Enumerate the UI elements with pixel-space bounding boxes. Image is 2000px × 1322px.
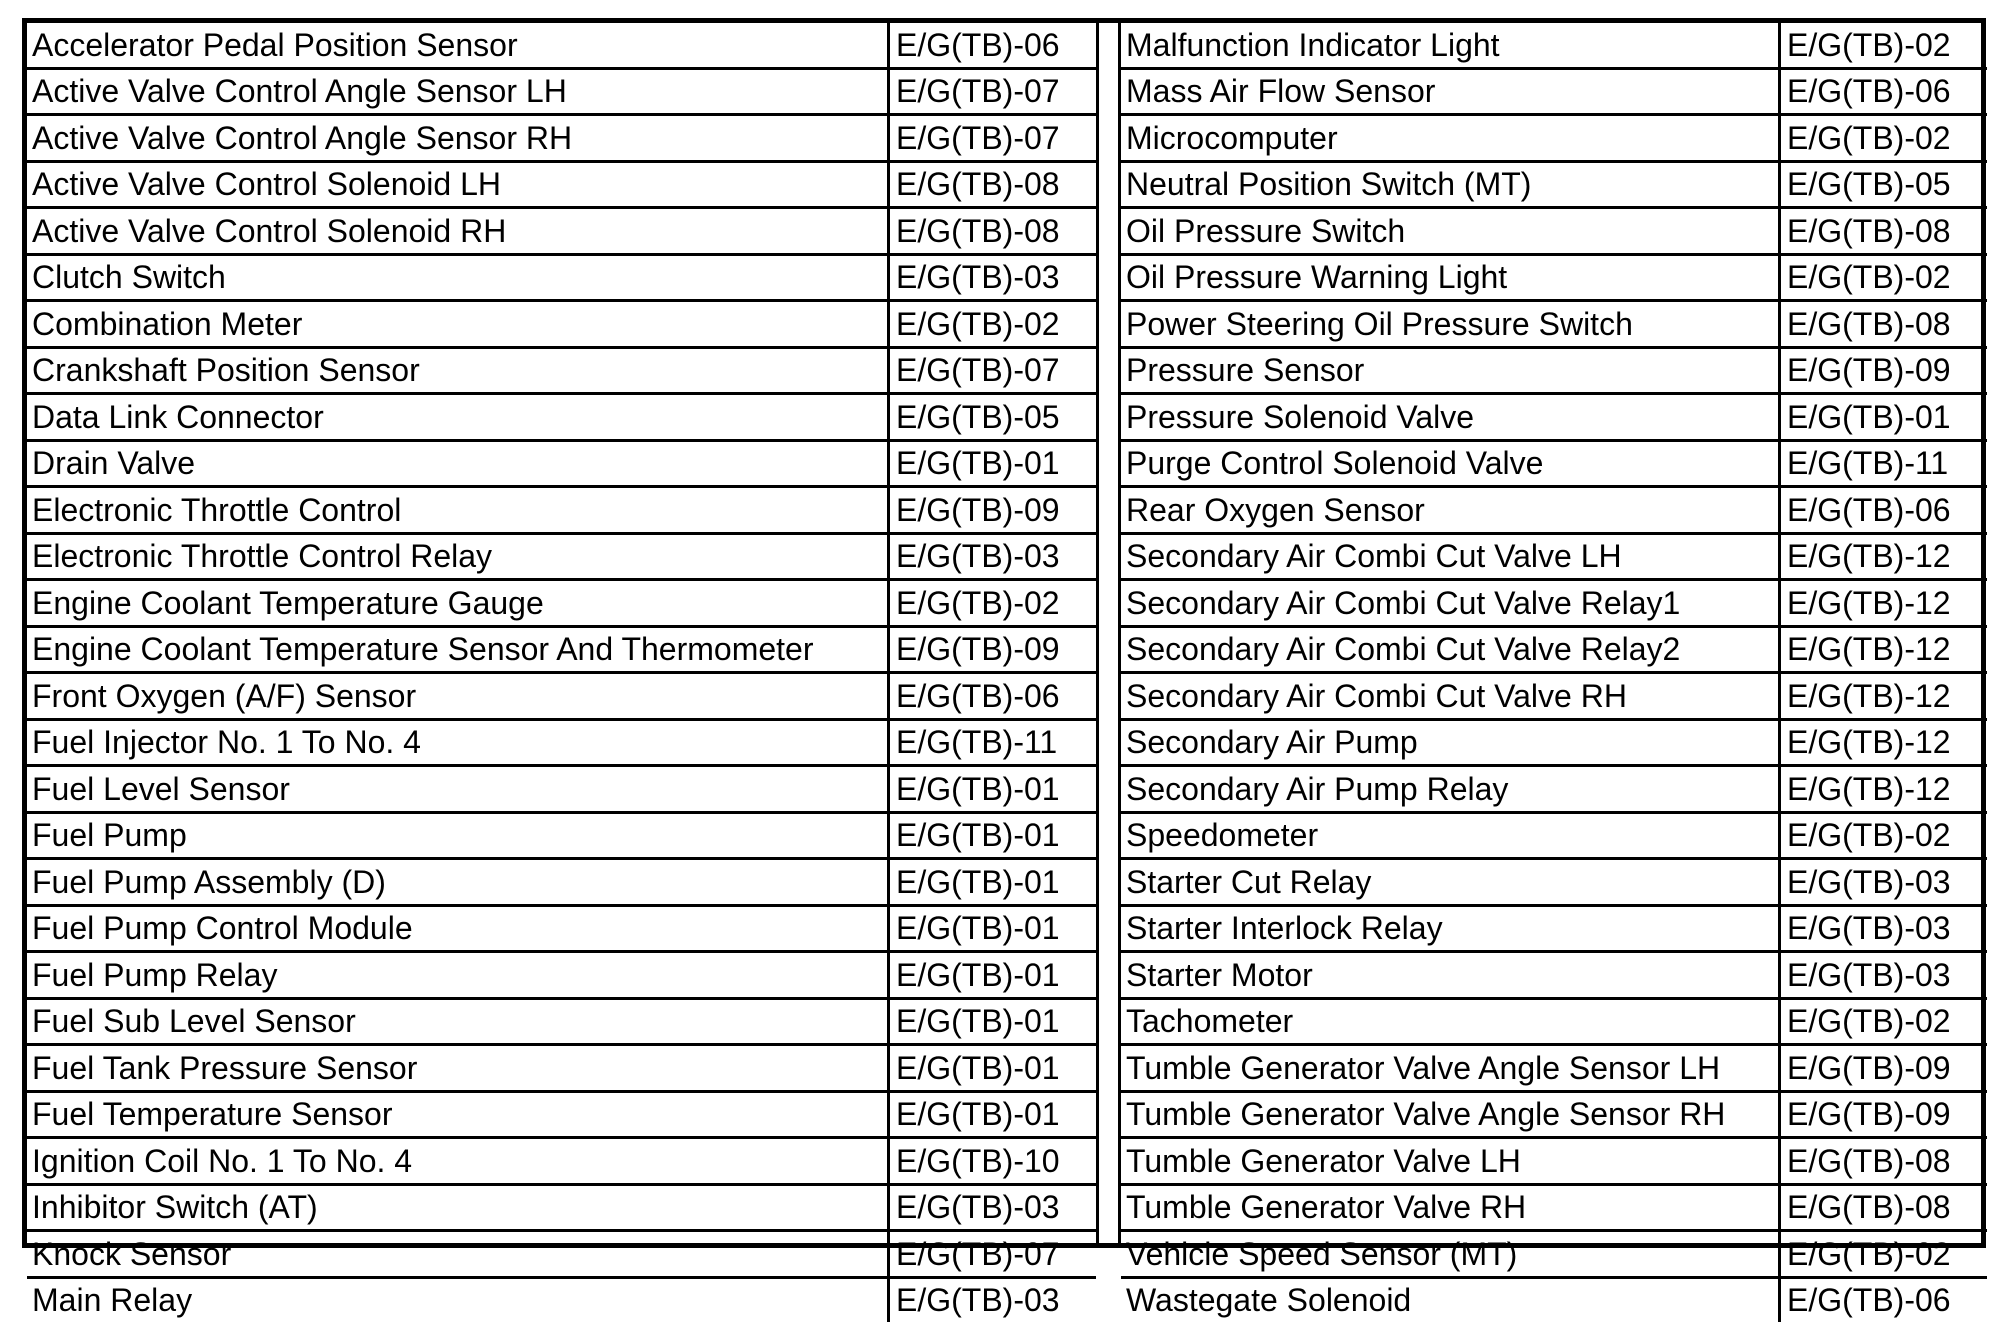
- component-name: Fuel Pump Control Module: [27, 905, 889, 952]
- table-row: [27, 254, 1096, 301]
- diagram-code: E/G(TB)-03: [1780, 859, 1988, 906]
- table-row: [27, 533, 1096, 580]
- diagram-code: E/G(TB)-06: [1780, 487, 1988, 534]
- component-name: Tumble Generator Valve RH: [1121, 1184, 1780, 1231]
- table-row: [27, 905, 1096, 952]
- component-name: Rear Oxygen Sensor: [1121, 487, 1780, 534]
- diagram-code: E/G(TB)-02: [889, 301, 1097, 348]
- diagram-code: E/G(TB)-07: [889, 347, 1097, 394]
- diagram-code: E/G(TB)-01: [889, 1091, 1097, 1138]
- component-name: Vehicle Speed Sensor (MT): [1121, 1231, 1780, 1278]
- table-row: [1121, 254, 1987, 301]
- table-row: [27, 1045, 1096, 1092]
- component-name: Fuel Level Sensor: [27, 766, 889, 813]
- table-row: [1121, 394, 1987, 441]
- diagram-code: E/G(TB)-03: [889, 254, 1097, 301]
- diagram-code: E/G(TB)-06: [1780, 68, 1988, 115]
- diagram-code: E/G(TB)-01: [889, 1045, 1097, 1092]
- diagram-code: E/G(TB)-09: [1780, 1091, 1988, 1138]
- table-row: [27, 1231, 1096, 1278]
- component-name: Malfunction Indicator Light: [1126, 26, 1500, 63]
- diagram-code: E/G(TB)-12: [1780, 766, 1988, 813]
- table-row: [1121, 952, 1987, 999]
- table-row: [27, 440, 1096, 487]
- table-row: [1121, 23, 1987, 68]
- table-row: [1121, 533, 1987, 580]
- diagram-code: E/G(TB)-03: [889, 533, 1097, 580]
- component-name: Ignition Coil No. 1 To No. 4: [27, 1138, 889, 1185]
- diagram-code: E/G(TB)-08: [1780, 301, 1988, 348]
- diagram-code: E/G(TB)-08: [1780, 208, 1988, 255]
- table-row: [27, 115, 1096, 162]
- table-row: [1121, 208, 1987, 255]
- diagram-code: E/G(TB)-01: [889, 440, 1097, 487]
- diagram-code: E/G(TB)-09: [1780, 1045, 1988, 1092]
- component-name: Tumble Generator Valve LH: [1121, 1138, 1780, 1185]
- component-name: Fuel Sub Level Sensor: [27, 998, 889, 1045]
- diagram-code: E/G(TB)-12: [1780, 673, 1988, 720]
- table-row: [1121, 487, 1987, 534]
- component-name: Speedometer: [1121, 812, 1780, 859]
- table-row: [27, 161, 1096, 208]
- component-name: Oil Pressure Switch: [1121, 208, 1780, 255]
- diagram-code: E/G(TB)-03: [1780, 905, 1988, 952]
- component-name: Tachometer: [1121, 998, 1780, 1045]
- component-name: Purge Control Solenoid Valve: [1121, 440, 1780, 487]
- component-name: Clutch Switch: [27, 254, 889, 301]
- diagram-code: E/G(TB)-12: [1780, 533, 1988, 580]
- component-name: Electronic Throttle Control Relay: [27, 533, 889, 580]
- diagram-code: E/G(TB)-01: [1780, 394, 1988, 441]
- table-row: [27, 487, 1096, 534]
- right-column-table: [1121, 23, 1987, 1322]
- component-name: Pressure Solenoid Valve: [1121, 394, 1780, 441]
- table-row: [27, 719, 1096, 766]
- table-row: [27, 1138, 1096, 1185]
- table-row: [1121, 440, 1987, 487]
- table-row: [27, 1277, 1096, 1322]
- table-row: [27, 626, 1096, 673]
- component-name: Active Valve Control Solenoid LH: [27, 161, 889, 208]
- component-name: Starter Cut Relay: [1121, 859, 1780, 906]
- table-row: [1121, 812, 1987, 859]
- component-name: Oil Pressure Warning Light: [1121, 254, 1780, 301]
- diagram-code: E/G(TB)-05: [889, 394, 1097, 441]
- component-name: Power Steering Oil Pressure Switch: [1121, 301, 1780, 348]
- table-row: [27, 208, 1096, 255]
- table-row: [1121, 905, 1987, 952]
- diagram-code: E/G(TB)-02: [1780, 254, 1988, 301]
- diagram-code: E/G(TB)-02: [1780, 115, 1988, 162]
- table-row: [1121, 1045, 1987, 1092]
- table-row: [1121, 859, 1987, 906]
- diagram-code: E/G(TB)-02: [1780, 998, 1988, 1045]
- diagram-code: E/G(TB)-10: [889, 1138, 1097, 1185]
- diagram-code: E/G(TB)-01: [889, 998, 1097, 1045]
- component-name: Microcomputer: [1121, 115, 1780, 162]
- diagram-code: E/G(TB)-09: [1780, 347, 1988, 394]
- diagram-code: E/G(TB)-07: [889, 115, 1097, 162]
- diagram-code: E/G(TB)-11: [889, 719, 1097, 766]
- component-name: Crankshaft Position Sensor: [27, 347, 889, 394]
- component-name: Fuel Injector No. 1 To No. 4: [27, 719, 889, 766]
- component-name: Fuel Pump Relay: [27, 952, 889, 999]
- table-row: [1121, 766, 1987, 813]
- diagram-code: E/G(TB)-02: [1780, 23, 1988, 68]
- diagram-code: E/G(TB)-02: [1780, 1231, 1988, 1278]
- table-row: [27, 1091, 1096, 1138]
- diagram-code: E/G(TB)-06: [889, 23, 1097, 68]
- table-row: [27, 68, 1096, 115]
- table-row: [27, 766, 1096, 813]
- table-row: [27, 859, 1096, 906]
- component-name: Secondary Air Pump Relay: [1121, 766, 1780, 813]
- table-row: [27, 673, 1096, 720]
- table-row: [27, 998, 1096, 1045]
- diagram-code: E/G(TB)-07: [889, 68, 1097, 115]
- table-row: [1121, 1091, 1987, 1138]
- table-row: [1121, 115, 1987, 162]
- component-name: Active Valve Control Solenoid RH: [27, 208, 889, 255]
- table-row: [1121, 1184, 1987, 1231]
- component-name: Secondary Air Combi Cut Valve Relay2: [1121, 626, 1780, 673]
- table-row: [27, 23, 1096, 68]
- component-name: Neutral Position Switch (MT): [1121, 161, 1780, 208]
- component-name: Combination Meter: [27, 301, 889, 348]
- component-name: Fuel Pump: [27, 812, 889, 859]
- table-row: [1121, 1277, 1987, 1322]
- component-name: Inhibitor Switch (AT): [27, 1184, 889, 1231]
- table-row: [27, 580, 1096, 627]
- table-row: [1121, 1231, 1987, 1278]
- component-name: Front Oxygen (A/F) Sensor: [27, 673, 889, 720]
- diagram-code: E/G(TB)-11: [1780, 440, 1988, 487]
- component-name: Accelerator Pedal Position Sensor: [32, 26, 518, 63]
- component-name: Electronic Throttle Control: [27, 487, 889, 534]
- table-row: [1121, 626, 1987, 673]
- left-column-table: [27, 23, 1096, 1322]
- diagram-code: E/G(TB)-01: [889, 859, 1097, 906]
- left-column-rows: [27, 23, 1096, 1322]
- diagram-code: E/G(TB)-08: [1780, 1138, 1988, 1185]
- component-name: Starter Motor: [1121, 952, 1780, 999]
- table-row: [1121, 998, 1987, 1045]
- component-name: Secondary Air Combi Cut Valve Relay1: [1121, 580, 1780, 627]
- table-row: [1121, 347, 1987, 394]
- component-name: Tumble Generator Valve Angle Sensor RH: [1121, 1091, 1780, 1138]
- table-row: [27, 301, 1096, 348]
- component-name: Secondary Air Combi Cut Valve RH: [1121, 673, 1780, 720]
- component-name: Fuel Tank Pressure Sensor: [27, 1045, 889, 1092]
- component-name: Starter Interlock Relay: [1121, 905, 1780, 952]
- diagram-code: E/G(TB)-03: [889, 1184, 1097, 1231]
- diagram-code: E/G(TB)-05: [1780, 161, 1988, 208]
- right-column-rows: [1121, 23, 1987, 1322]
- diagram-code: E/G(TB)-12: [1780, 626, 1988, 673]
- table-row: [1121, 68, 1987, 115]
- component-name: Active Valve Control Angle Sensor LH: [27, 68, 889, 115]
- component-name: Engine Coolant Temperature Gauge: [27, 580, 889, 627]
- diagram-code: E/G(TB)-06: [1780, 1277, 1988, 1322]
- diagram-code: E/G(TB)-09: [889, 487, 1097, 534]
- diagram-code: E/G(TB)-01: [889, 766, 1097, 813]
- table-row: [27, 394, 1096, 441]
- component-name: Fuel Temperature Sensor: [27, 1091, 889, 1138]
- component-name: Drain Valve: [27, 440, 889, 487]
- component-name: Secondary Air Pump: [1121, 719, 1780, 766]
- table-row: [1121, 301, 1987, 348]
- diagram-code: E/G(TB)-07: [889, 1231, 1097, 1278]
- table-row: [1121, 719, 1987, 766]
- diagram-code: E/G(TB)-08: [889, 208, 1097, 255]
- diagram-code: E/G(TB)-02: [1780, 812, 1988, 859]
- component-name: Active Valve Control Angle Sensor RH: [27, 115, 889, 162]
- diagram-code: E/G(TB)-02: [889, 580, 1097, 627]
- diagram-code: E/G(TB)-06: [889, 673, 1097, 720]
- table-row: [1121, 1138, 1987, 1185]
- table-row: [27, 1184, 1096, 1231]
- table-row: [27, 347, 1096, 394]
- diagram-code: E/G(TB)-03: [1780, 952, 1988, 999]
- diagram-code: E/G(TB)-12: [1780, 580, 1988, 627]
- component-index-table: [22, 18, 1986, 1319]
- component-name: Fuel Pump Assembly (D): [27, 859, 889, 906]
- component-name: Tumble Generator Valve Angle Sensor LH: [1121, 1045, 1780, 1092]
- diagram-code: E/G(TB)-08: [1780, 1184, 1988, 1231]
- table-row: [1121, 673, 1987, 720]
- component-name: Main Relay: [27, 1277, 889, 1322]
- component-name: Wastegate Solenoid: [1121, 1277, 1780, 1322]
- column-divider: [1096, 23, 1121, 1243]
- diagram-code: E/G(TB)-09: [889, 626, 1097, 673]
- component-name: Pressure Sensor: [1121, 347, 1780, 394]
- table-row: [27, 812, 1096, 859]
- table-row: [27, 952, 1096, 999]
- component-name: Engine Coolant Temperature Sensor And Thermometer: [27, 626, 889, 673]
- component-name: Secondary Air Combi Cut Valve LH: [1121, 533, 1780, 580]
- diagram-code: E/G(TB)-01: [889, 905, 1097, 952]
- diagram-code: E/G(TB)-01: [889, 812, 1097, 859]
- table-row: [1121, 580, 1987, 627]
- table-row: [1121, 161, 1987, 208]
- diagram-code: E/G(TB)-01: [889, 952, 1097, 999]
- component-name: Knock Sensor: [27, 1231, 889, 1278]
- diagram-code: E/G(TB)-08: [889, 161, 1097, 208]
- component-name: Data Link Connector: [27, 394, 889, 441]
- component-name: Mass Air Flow Sensor: [1121, 68, 1780, 115]
- diagram-code: E/G(TB)-12: [1780, 719, 1988, 766]
- diagram-code: E/G(TB)-03: [889, 1277, 1097, 1322]
